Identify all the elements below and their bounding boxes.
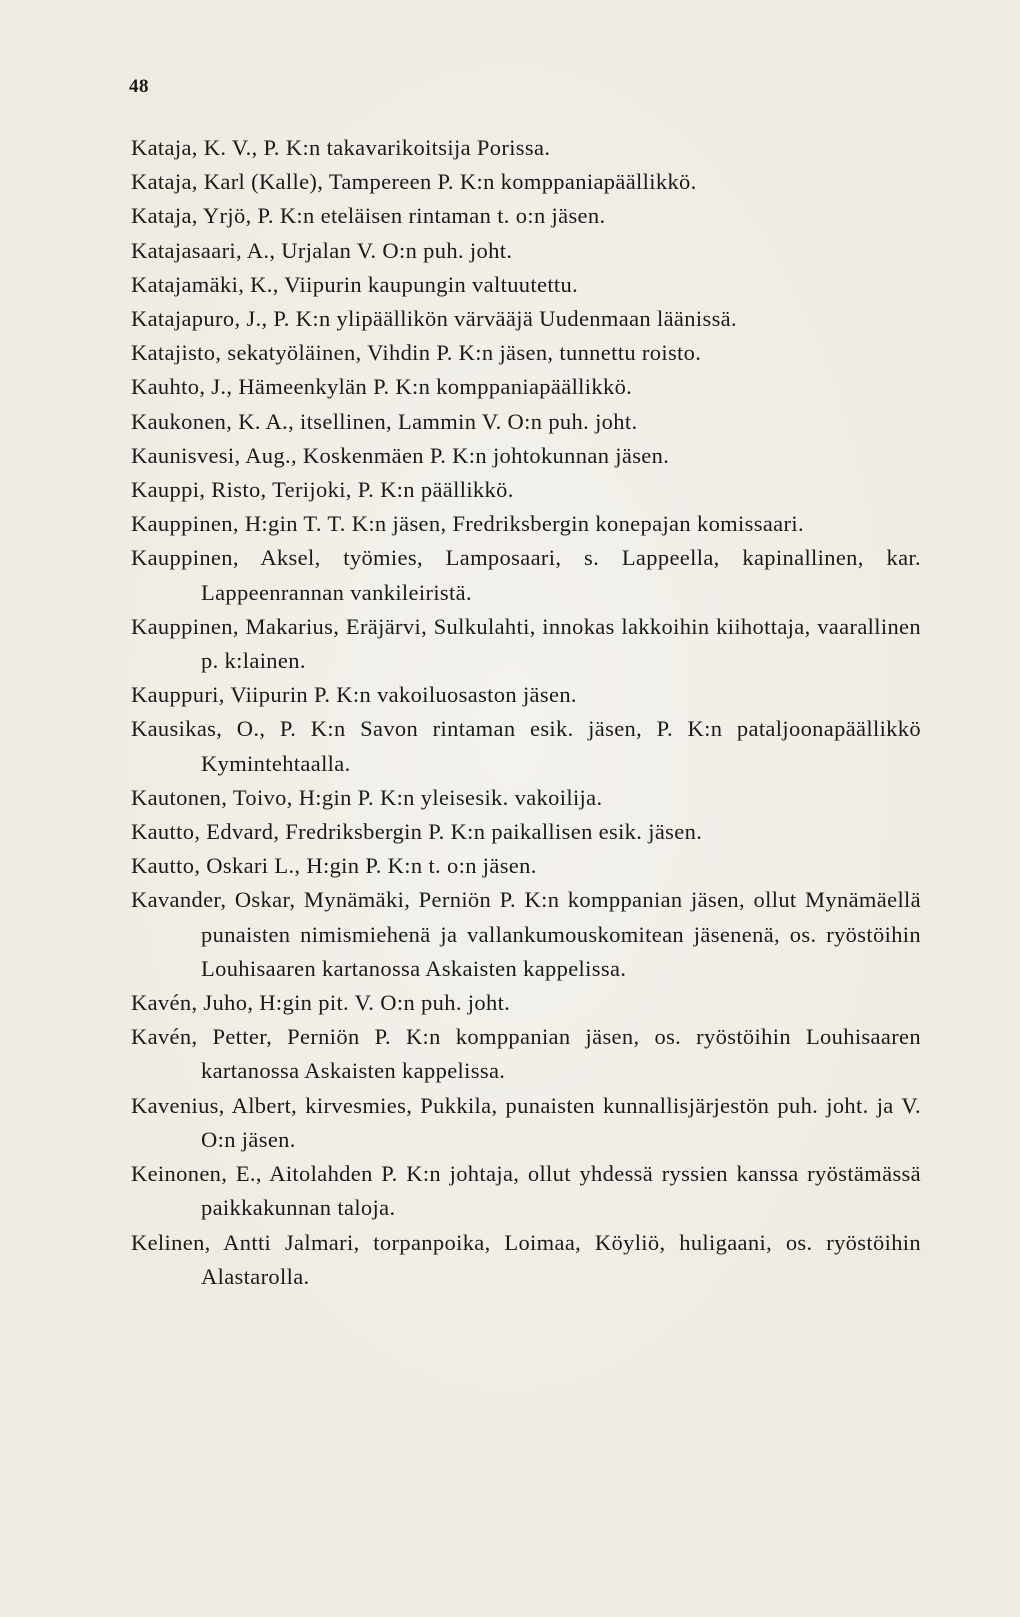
list-item: Katajapuro, J., P. K:n ylipäällikön värvääjä Uudenmaan läänissä. bbox=[131, 306, 737, 332]
list-item: Katajasaari, A., Urjalan V. O:n puh. joht. bbox=[131, 237, 513, 263]
list-item: Kelinen, Antti Jalmari, torpanpoika, Loimaa, Köyliö, huligaani, os. ryöstöihin Alastarolla. bbox=[131, 1229, 921, 1289]
list-item: Katajamäki, K., Viipurin kaupungin valtuutettu. bbox=[131, 271, 579, 297]
list-item: Kataja, Karl (Kalle), Tampereen P. K:n komppaniapäällikkö. bbox=[131, 169, 697, 195]
list-item: Kauppuri, Viipurin P. K:n vakoiluosaston jäsen. bbox=[131, 682, 577, 708]
list-item: Kauhto, J., Hämeenkylän P. K:n komppaniapäällikkö. bbox=[131, 374, 633, 400]
list-item: Kataja, Yrjö, P. K:n eteläisen rintaman t. o:n jäsen. bbox=[131, 203, 606, 229]
list-item: Kautonen, Toivo, H:gin P. K:n yleisesik. vakoilija. bbox=[131, 784, 603, 810]
list-item: Kavander, Oskar, Mynämäki, Perniön P. K:n komppanian jäsen, ollut Mynämäellä punaisten nimismiehenä ja vallankumouskomitean jäsenenä, os. ryöstöihin Louhisaaren kartanossa Askaisten kappelissa. bbox=[131, 887, 921, 981]
list-item: Kavén, Petter, Perniön P. K:n komppanian jäsen, os. ryöstöihin Louhisaaren kartanossa Askaisten kappelissa. bbox=[131, 1024, 921, 1084]
list-item: Kataja, K. V., P. K:n takavarikoitsija Porissa. bbox=[131, 135, 551, 160]
list-item: Kautto, Oskari L., H:gin P. K:n t. o:n jäsen. bbox=[131, 853, 537, 879]
list-item: Kauppi, Risto, Terijoki, P. K:n päällikkö. bbox=[131, 477, 514, 503]
list-item: Kaunisvesi, Aug., Koskenmäen P. K:n johtokunnan jäsen. bbox=[131, 442, 670, 468]
list-item: Kauppinen, Makarius, Eräjärvi, Sulkulahti, innokas lakkoihin kiihottaja, vaarallinen p. k:lainen. bbox=[131, 613, 921, 674]
list-item: Kauppinen, H:gin T. T. K:n jäsen, Fredriksbergin konepajan komissaari. bbox=[131, 511, 804, 537]
list-item: Kaukonen, K. A., itsellinen, Lammin V. O:n puh. joht. bbox=[131, 408, 638, 434]
page-number: 48 bbox=[129, 76, 149, 97]
list-item: Kavén, Juho, H:gin pit. V. O:n puh. joht. bbox=[131, 990, 511, 1016]
list-item: Kausikas, O., P. K:n Savon rintaman esik. jäsen, P. K:n pataljoonapäällikkö Kymintehtaalla. bbox=[131, 716, 921, 776]
list-item: Kauppinen, Aksel, työmies, Lamposaari, s. Lappeella, kapinallinen, kar. Lappeenrannan vankileiristä. bbox=[131, 545, 921, 605]
list-item: Kautto, Edvard, Fredriksbergin P. K:n paikallisen esik. jäsen. bbox=[131, 819, 703, 845]
list-item: Keinonen, E., Aitolahden P. K:n johtaja, ollut yhdessä ryssien kanssa ryöstämässä paikkakunnan taloja. bbox=[131, 1161, 921, 1221]
list-item: Katajisto, sekatyöläinen, Vihdin P. K:n jäsen, tunnettu roisto. bbox=[131, 340, 702, 366]
list-item: Kavenius, Albert, kirvesmies, Pukkila, punaisten kunnallisjärjestön puh. joht. ja V. O:n jäsen. bbox=[131, 1092, 921, 1152]
entry-list bbox=[131, 131, 921, 1294]
